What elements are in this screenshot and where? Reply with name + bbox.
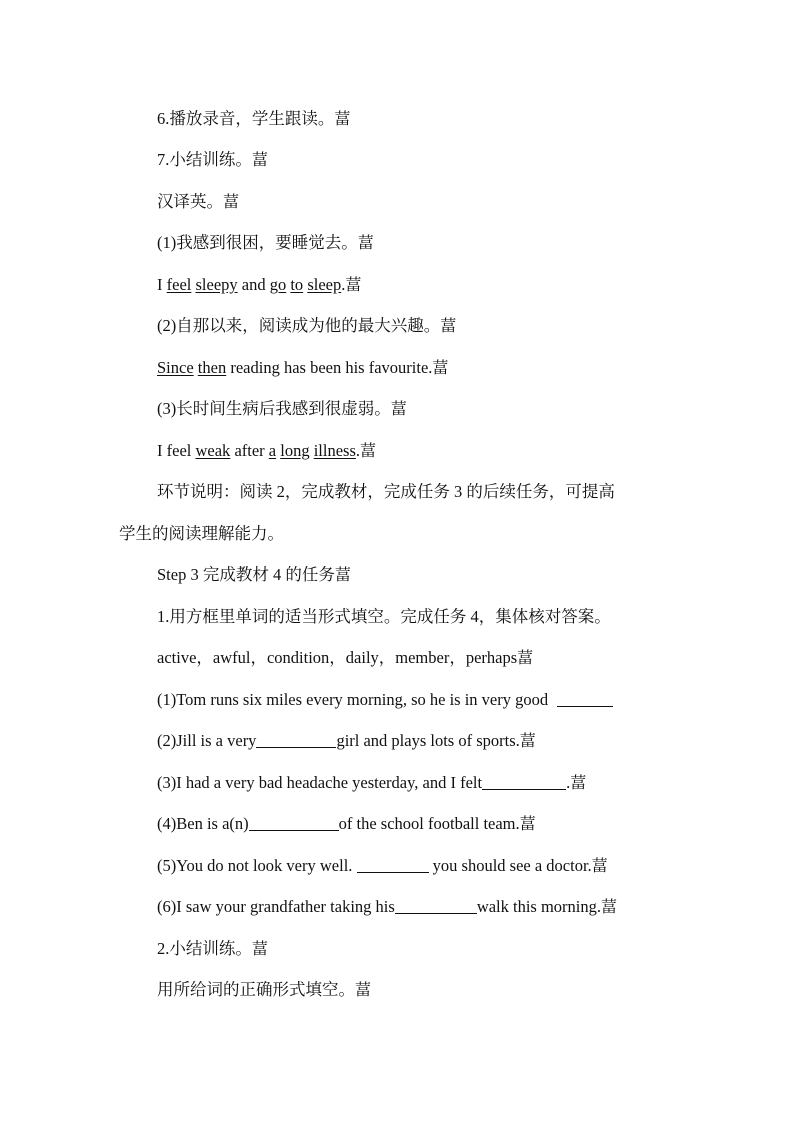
exercise-5: (5)You do not look very well. you should see a doctor.葍 — [157, 856, 608, 875]
answer-blank[interactable] — [256, 746, 336, 748]
fill-form-instruction: 用所给词的正确形式填空。葍 — [157, 980, 372, 999]
answer-word: go — [269, 275, 287, 294]
answer-word: then — [197, 358, 227, 377]
question-1-chinese: (1)我感到很困，要睡觉去。葍 — [157, 233, 374, 252]
answer-1-english: I feel sleepy and go to sleep.葍 — [157, 275, 362, 294]
answer-blank[interactable] — [557, 705, 613, 707]
step-6-line: 6.播放录音，学生跟读。葍 — [157, 109, 351, 128]
answer-3-english: I feel weak after a long illness.葍 — [157, 441, 377, 460]
end-mark: 葍 — [390, 399, 407, 418]
end-mark: 葍 — [334, 565, 351, 584]
answer-word: weak — [195, 441, 231, 460]
answer-word: sleepy — [195, 275, 238, 294]
answer-blank[interactable] — [395, 912, 477, 914]
answer-word: to — [290, 275, 304, 294]
exercise-1: (1)Tom runs six miles every morning, so he is in very good — [157, 690, 613, 710]
answer-word: illness — [313, 441, 356, 460]
end-mark: 葍 — [357, 233, 374, 252]
end-mark: 葍 — [360, 441, 377, 460]
question-2-chinese: (2)自那以来，阅读成为他的最大兴趣。葍 — [157, 316, 457, 335]
end-mark: 葍 — [519, 731, 536, 750]
end-mark: 葍 — [223, 192, 240, 211]
answer-2-english: Since then reading has been his favourite.葍 — [157, 358, 449, 377]
end-mark: 葍 — [432, 358, 449, 377]
translate-heading: 汉译英。葍 — [157, 192, 240, 211]
end-mark: 葍 — [517, 648, 534, 667]
word-box-list: active，awful，condition，daily，member，perhaps葍 — [157, 648, 534, 667]
answer-blank[interactable] — [249, 829, 339, 831]
section-note-line-2: 学生的阅读理解能力。 — [119, 524, 284, 543]
end-mark: 葍 — [345, 275, 362, 294]
end-mark: 葍 — [601, 897, 618, 916]
end-mark: 葍 — [440, 316, 457, 335]
section-note-line-1: 环节说明：阅读 2，完成教材，完成任务 3 的后续任务，可提高 — [157, 482, 615, 501]
end-mark: 葍 — [570, 773, 587, 792]
end-mark: 葍 — [251, 939, 268, 958]
step-7-line: 7.小结训练。葍 — [157, 150, 268, 169]
answer-blank[interactable] — [357, 871, 429, 873]
question-3-chinese: (3)长时间生病后我感到很虚弱。葍 — [157, 399, 407, 418]
answer-word: feel — [166, 275, 192, 294]
answer-word: a — [268, 441, 277, 460]
exercise-2: (2)Jill is a very girl and plays lots of sports.葍 — [157, 731, 536, 750]
end-mark: 葍 — [251, 150, 268, 169]
answer-blank[interactable] — [482, 788, 566, 790]
exercise-6: (6)I saw your grandfather taking his walk this morning.葍 — [157, 897, 618, 916]
end-mark: 葍 — [519, 814, 536, 833]
step-3-heading: Step 3 完成教材 4 的任务葍 — [157, 565, 351, 584]
answer-word: Since — [157, 358, 194, 377]
end-mark: 葍 — [355, 980, 372, 999]
end-mark: 葍 — [334, 109, 351, 128]
end-mark: 葍 — [591, 856, 608, 875]
summary-practice-2: 2.小结训练。葍 — [157, 939, 268, 958]
answer-word: long — [280, 441, 310, 460]
task-4-instruction: 1.用方框里单词的适当形式填空。完成任务 4，集体核对答案。 — [157, 607, 611, 626]
exercise-4: (4)Ben is a(n) of the school football team.葍 — [157, 814, 536, 833]
exercise-3: (3)I had a very bad headache yesterday, and I felt .葍 — [157, 773, 587, 792]
answer-word: sleep — [307, 275, 342, 294]
